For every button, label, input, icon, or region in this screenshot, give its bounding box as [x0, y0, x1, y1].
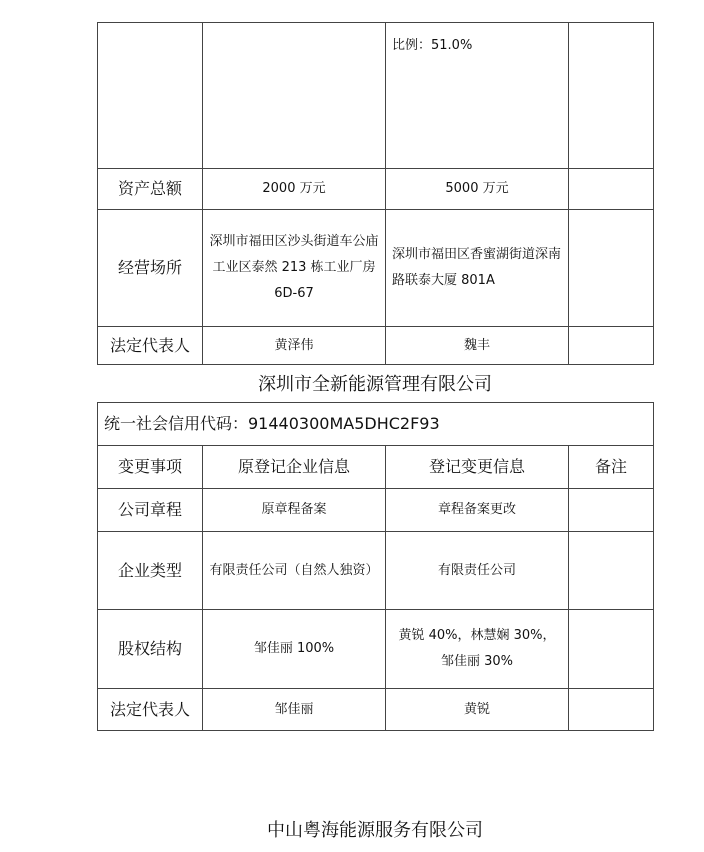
header-changed: 登记变更信息	[386, 446, 569, 489]
row-label: 公司章程	[98, 489, 203, 532]
row-note	[569, 689, 654, 731]
row-label: 股权结构	[98, 610, 203, 689]
row-changed: 黄锐 40%，林慧娴 30%，邹佳丽 30%	[386, 610, 569, 689]
header-note: 备注	[569, 446, 654, 489]
row-original: 有限责任公司（自然人独资）	[203, 532, 386, 610]
note-cell	[569, 169, 654, 210]
table-row	[98, 689, 654, 731]
row-original: 邹佳丽	[203, 689, 386, 731]
row-changed: 有限责任公司	[386, 532, 569, 610]
row-label: 企业类型	[98, 532, 203, 610]
total-assets-original: 2000 万元	[203, 169, 386, 210]
header-item: 变更事项	[98, 446, 203, 489]
company1-change-table	[97, 22, 654, 365]
table-row	[98, 210, 654, 327]
legal-rep-original: 黄泽伟	[203, 327, 386, 365]
row-note	[569, 610, 654, 689]
company2-title: 深圳市全新能源管理有限公司	[258, 374, 492, 395]
legal-rep-label: 法定代表人	[98, 327, 203, 365]
note-cell	[569, 327, 654, 365]
row-changed: 章程备案更改	[386, 489, 569, 532]
note-cell	[569, 23, 654, 169]
legal-rep-changed: 魏丰	[386, 327, 569, 365]
business-address-label: 经营场所	[98, 210, 203, 327]
table-row	[98, 169, 654, 210]
table-row	[98, 327, 654, 365]
table-row	[98, 532, 654, 610]
table-row	[98, 610, 654, 689]
row-original: 原章程备案	[203, 489, 386, 532]
business-address-original: 深圳市福田区沙头街道车公庙工业区泰然 213 栋工业厂房 6D-67	[203, 210, 386, 327]
total-assets-changed: 5000 万元	[386, 169, 569, 210]
empty-cell	[203, 23, 386, 169]
table-row	[98, 489, 654, 532]
table-row	[98, 23, 654, 169]
row-changed: 黄锐	[386, 689, 569, 731]
ratio-text: 比例：51.0%	[392, 38, 473, 53]
row-label: 法定代表人	[98, 689, 203, 731]
business-address-changed: 深圳市福田区香蜜湖街道深南路联泰大厦 801A	[386, 210, 569, 327]
note-cell	[569, 210, 654, 327]
row-original: 邹佳丽 100%	[203, 610, 386, 689]
row-note	[569, 532, 654, 610]
header-original: 原登记企业信息	[203, 446, 386, 489]
empty-cell	[98, 23, 203, 169]
table-row	[98, 403, 654, 446]
row-note	[569, 489, 654, 532]
company3-title: 中山粤海能源服务有限公司	[267, 820, 483, 841]
credit-code: 统一社会信用代码：91440300MA5DHC2F93	[98, 403, 654, 446]
ratio-cell	[386, 23, 569, 169]
company2-change-table	[97, 402, 654, 731]
total-assets-label: 资产总额	[98, 169, 203, 210]
table-header-row	[98, 446, 654, 489]
